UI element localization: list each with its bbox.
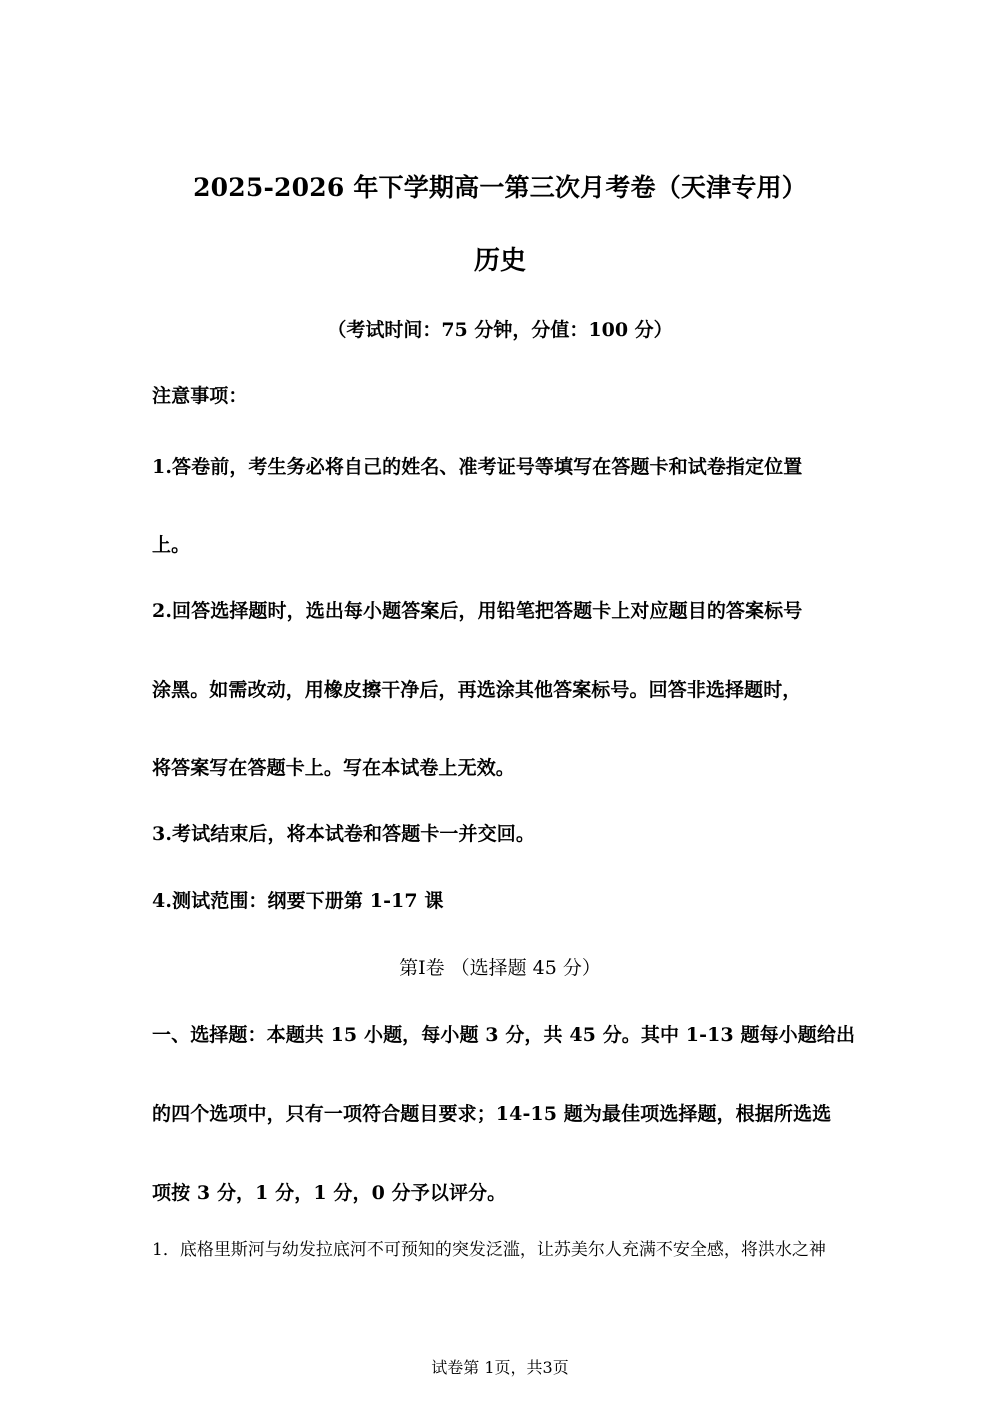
notice-line: 涂黑。如需改动，用橡皮擦干净后，再选涂其他答案标号。回答非选择题时， bbox=[152, 679, 802, 701]
notice-line: 1.答卷前，考生务必将自己的姓名、准考证号等填写在答题卡和试卷指定位置 bbox=[152, 456, 803, 478]
notice-line: 4.测试范围：纲要下册第 1-17 课 bbox=[152, 890, 444, 912]
notice-heading: 注意事项： bbox=[152, 385, 248, 407]
notice-line: 3.考试结束后，将本试卷和答题卡一并交回。 bbox=[152, 823, 535, 845]
exam-info: （考试时间：75 分钟，分值：100 分） bbox=[327, 319, 673, 341]
page-footer: 试卷第 1页，共3页 bbox=[431, 1358, 569, 1377]
section-instruction-line: 的四个选项中，只有一项符合题目要求；14-15 题为最佳项选择题，根据所选选 bbox=[152, 1103, 832, 1125]
section-instruction-line: 项按 3 分，1 分，1 分，0 分予以评分。 bbox=[152, 1182, 507, 1204]
exam-title: 2025-2026 年下学期高一第三次月考卷（天津专用） bbox=[193, 173, 807, 202]
section-label: 第Ⅰ卷 （选择题 45 分） bbox=[399, 957, 601, 979]
subject-title: 历史 bbox=[473, 246, 526, 276]
section-instruction-line: 一、选择题：本题共 15 小题，每小题 3 分，共 45 分。其中 1-13 题每小题给出 bbox=[152, 1024, 856, 1046]
notice-line: 上。 bbox=[152, 534, 191, 556]
question-1-text: 1．底格里斯河与幼发拉底河不可预知的突发泛滥，让苏美尔人充满不安全感，将洪水之神 bbox=[152, 1240, 826, 1260]
notice-line: 2.回答选择题时，选出每小题答案后，用铅笔把答题卡上对应题目的答案标号 bbox=[152, 600, 803, 622]
notice-line: 将答案写在答题卡上。写在本试卷上无效。 bbox=[152, 757, 515, 779]
